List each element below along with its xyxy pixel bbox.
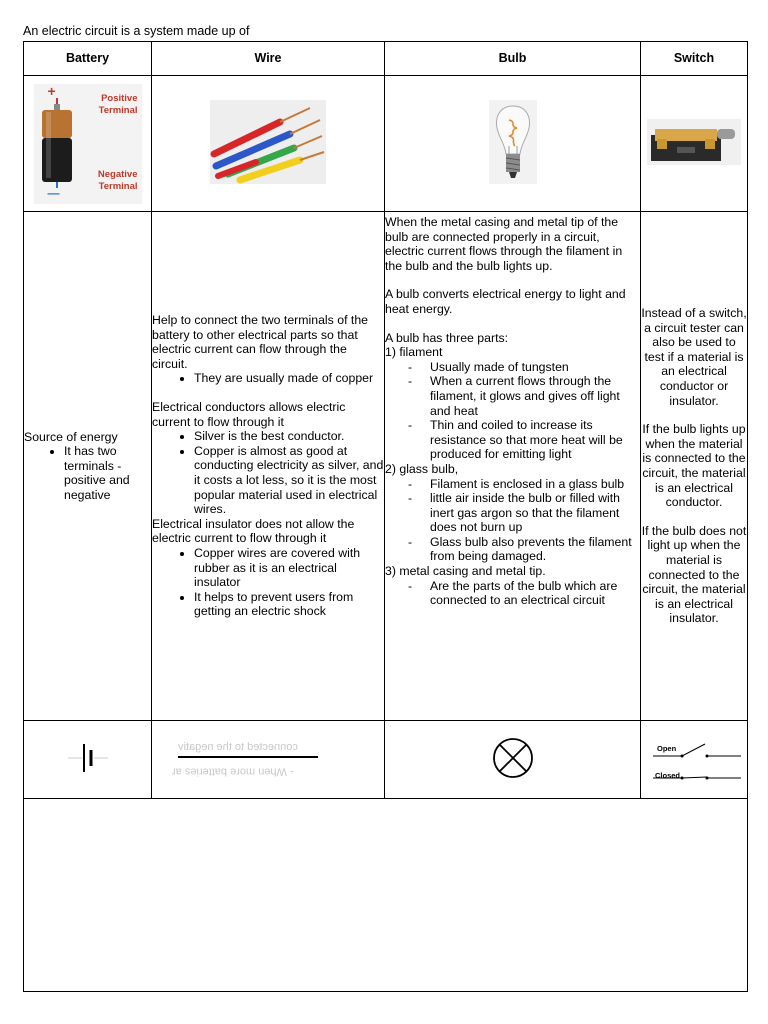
list-item: • Copper wires are covered with rubber as it is an electrical insulator [194,546,384,590]
list-item: - When a current flows through the filament, it glows and gives off light and heat [430,374,640,418]
image-row [24,76,748,212]
battery-image-cell [24,76,152,212]
switch-symbol [645,736,743,784]
empty-cell [24,799,748,992]
bulb-paragraph-2: A bulb converts electrical energy to light and heat energy. [385,287,626,316]
description-row [24,212,748,721]
battery-symbol-icon [68,736,108,780]
wire-symbol-cell [152,721,385,799]
bulb-part-1-list [385,360,640,462]
lamp-symbol-icon [491,736,535,780]
closed-label: Closed [655,770,681,780]
bulb-part-2: 2) glass bulb, [385,461,459,476]
list-item: - Glass bulb also prevents the filament from being damaged. [430,535,640,564]
bulb-part-2-list [385,477,640,565]
switch-paragraph-2: If the bulb lights up when the material is connected to the circuit, the material is an electrical conductor. [642,422,746,510]
switch-image-cell [641,76,748,212]
bulb-image [489,100,537,184]
header-row [24,42,748,76]
minus-sign: — [47,185,60,200]
bulb-part-3: 3) metal casing and metal tip. [385,564,546,579]
negative-label: Negative [97,168,138,180]
wire-paragraph-2: Electrical conductors allows electric current to flow through it [152,400,346,429]
bulb-image-cell [385,76,641,212]
switch-image [647,119,741,165]
battery-bullets [24,444,151,502]
wire-paragraph-3: Electrical insulator does not allow the electric current to flow through it [152,516,355,546]
wire-line-icon [178,756,318,758]
battery-image [34,84,142,204]
wire-symbol [168,738,368,782]
bulb-symbol-cell [385,721,641,799]
header-switch: Switch [641,42,748,76]
switch-description [641,212,748,721]
empty-row [24,799,748,992]
wire-image-cell [152,76,385,212]
circuit-parts-table [23,41,748,992]
switch-symbol-icon [645,736,743,784]
switch-paragraph-1: Instead of a switch, a circuit tester can also be used to test if a material is an electrical conductor or insulator. [641,306,747,408]
intro-text: An electric circuit is a system made up of [23,24,250,38]
bulb-paragraph-1: When the metal casing and metal tip of the bulb are connected properly in a circuit, electric current flows through the filament in the bulb and the bulb lights up. [385,215,623,273]
list-item: • It has two terminals - positive and negative [64,444,151,502]
list-item: - little air inside the bulb or filled with inert gas argon so that the filament does not burn up [430,491,640,535]
wire-paragraph-1: Help to connect the two terminals of the battery to other electrical parts so that electric current can flow through the circuit. [152,313,368,371]
switch-paragraph-3: If the bulb does not light up when the material is connected to the circuit, the material is an electrical insulator. [641,523,747,626]
positive-terminal-label: Terminal [98,104,138,116]
positive-label: Positive [101,92,138,104]
list-item: - Filament is enclosed in a glass bulb [430,477,640,492]
switch-symbol-cell [641,721,748,799]
battery-lead: Source of energy [24,429,118,444]
list-item: • It helps to prevent users from getting an electric shock [194,590,384,619]
list-item: - Thin and coiled to increase its resistance so that more heat will be produced for emitting light [430,418,640,462]
symbol-row [24,721,748,799]
list-item: - Are the parts of the bulb which are connected to an electrical circuit [430,579,640,608]
wire-bullets-3 [152,546,384,619]
list-item: • Copper is almost as good at conducting electricity as silver, and it costs a lot less, so it is the most popular material used in electrical wires. [194,444,384,517]
ghost-text-1: connected to the negativ [178,740,298,753]
list-item: • They are usually made of copper [194,371,384,386]
bulb-paragraph-3: A bulb has three parts: [385,330,509,345]
list-item: • Silver is the best conductor. [194,429,384,444]
header-battery: Battery [24,42,152,76]
bulb-description [385,212,641,721]
battery-description [24,212,152,721]
list-item: - Usually made of tungsten [430,360,640,375]
bulb-part-3-list [385,579,640,608]
wire-bullets-1 [152,371,384,386]
plus-sign: + [47,82,56,99]
header-bulb: Bulb [385,42,641,76]
wire-image [210,100,326,184]
ghost-text-2: - When more batteries ar [172,765,294,778]
wire-description [152,212,385,721]
battery-symbol-cell [24,721,152,799]
bulb-part-1: 1) filament [385,345,443,360]
wire-bullets-2 [152,429,384,517]
negative-terminal-label: Terminal [98,180,138,192]
header-wire: Wire [152,42,385,76]
open-label: Open [657,743,677,753]
